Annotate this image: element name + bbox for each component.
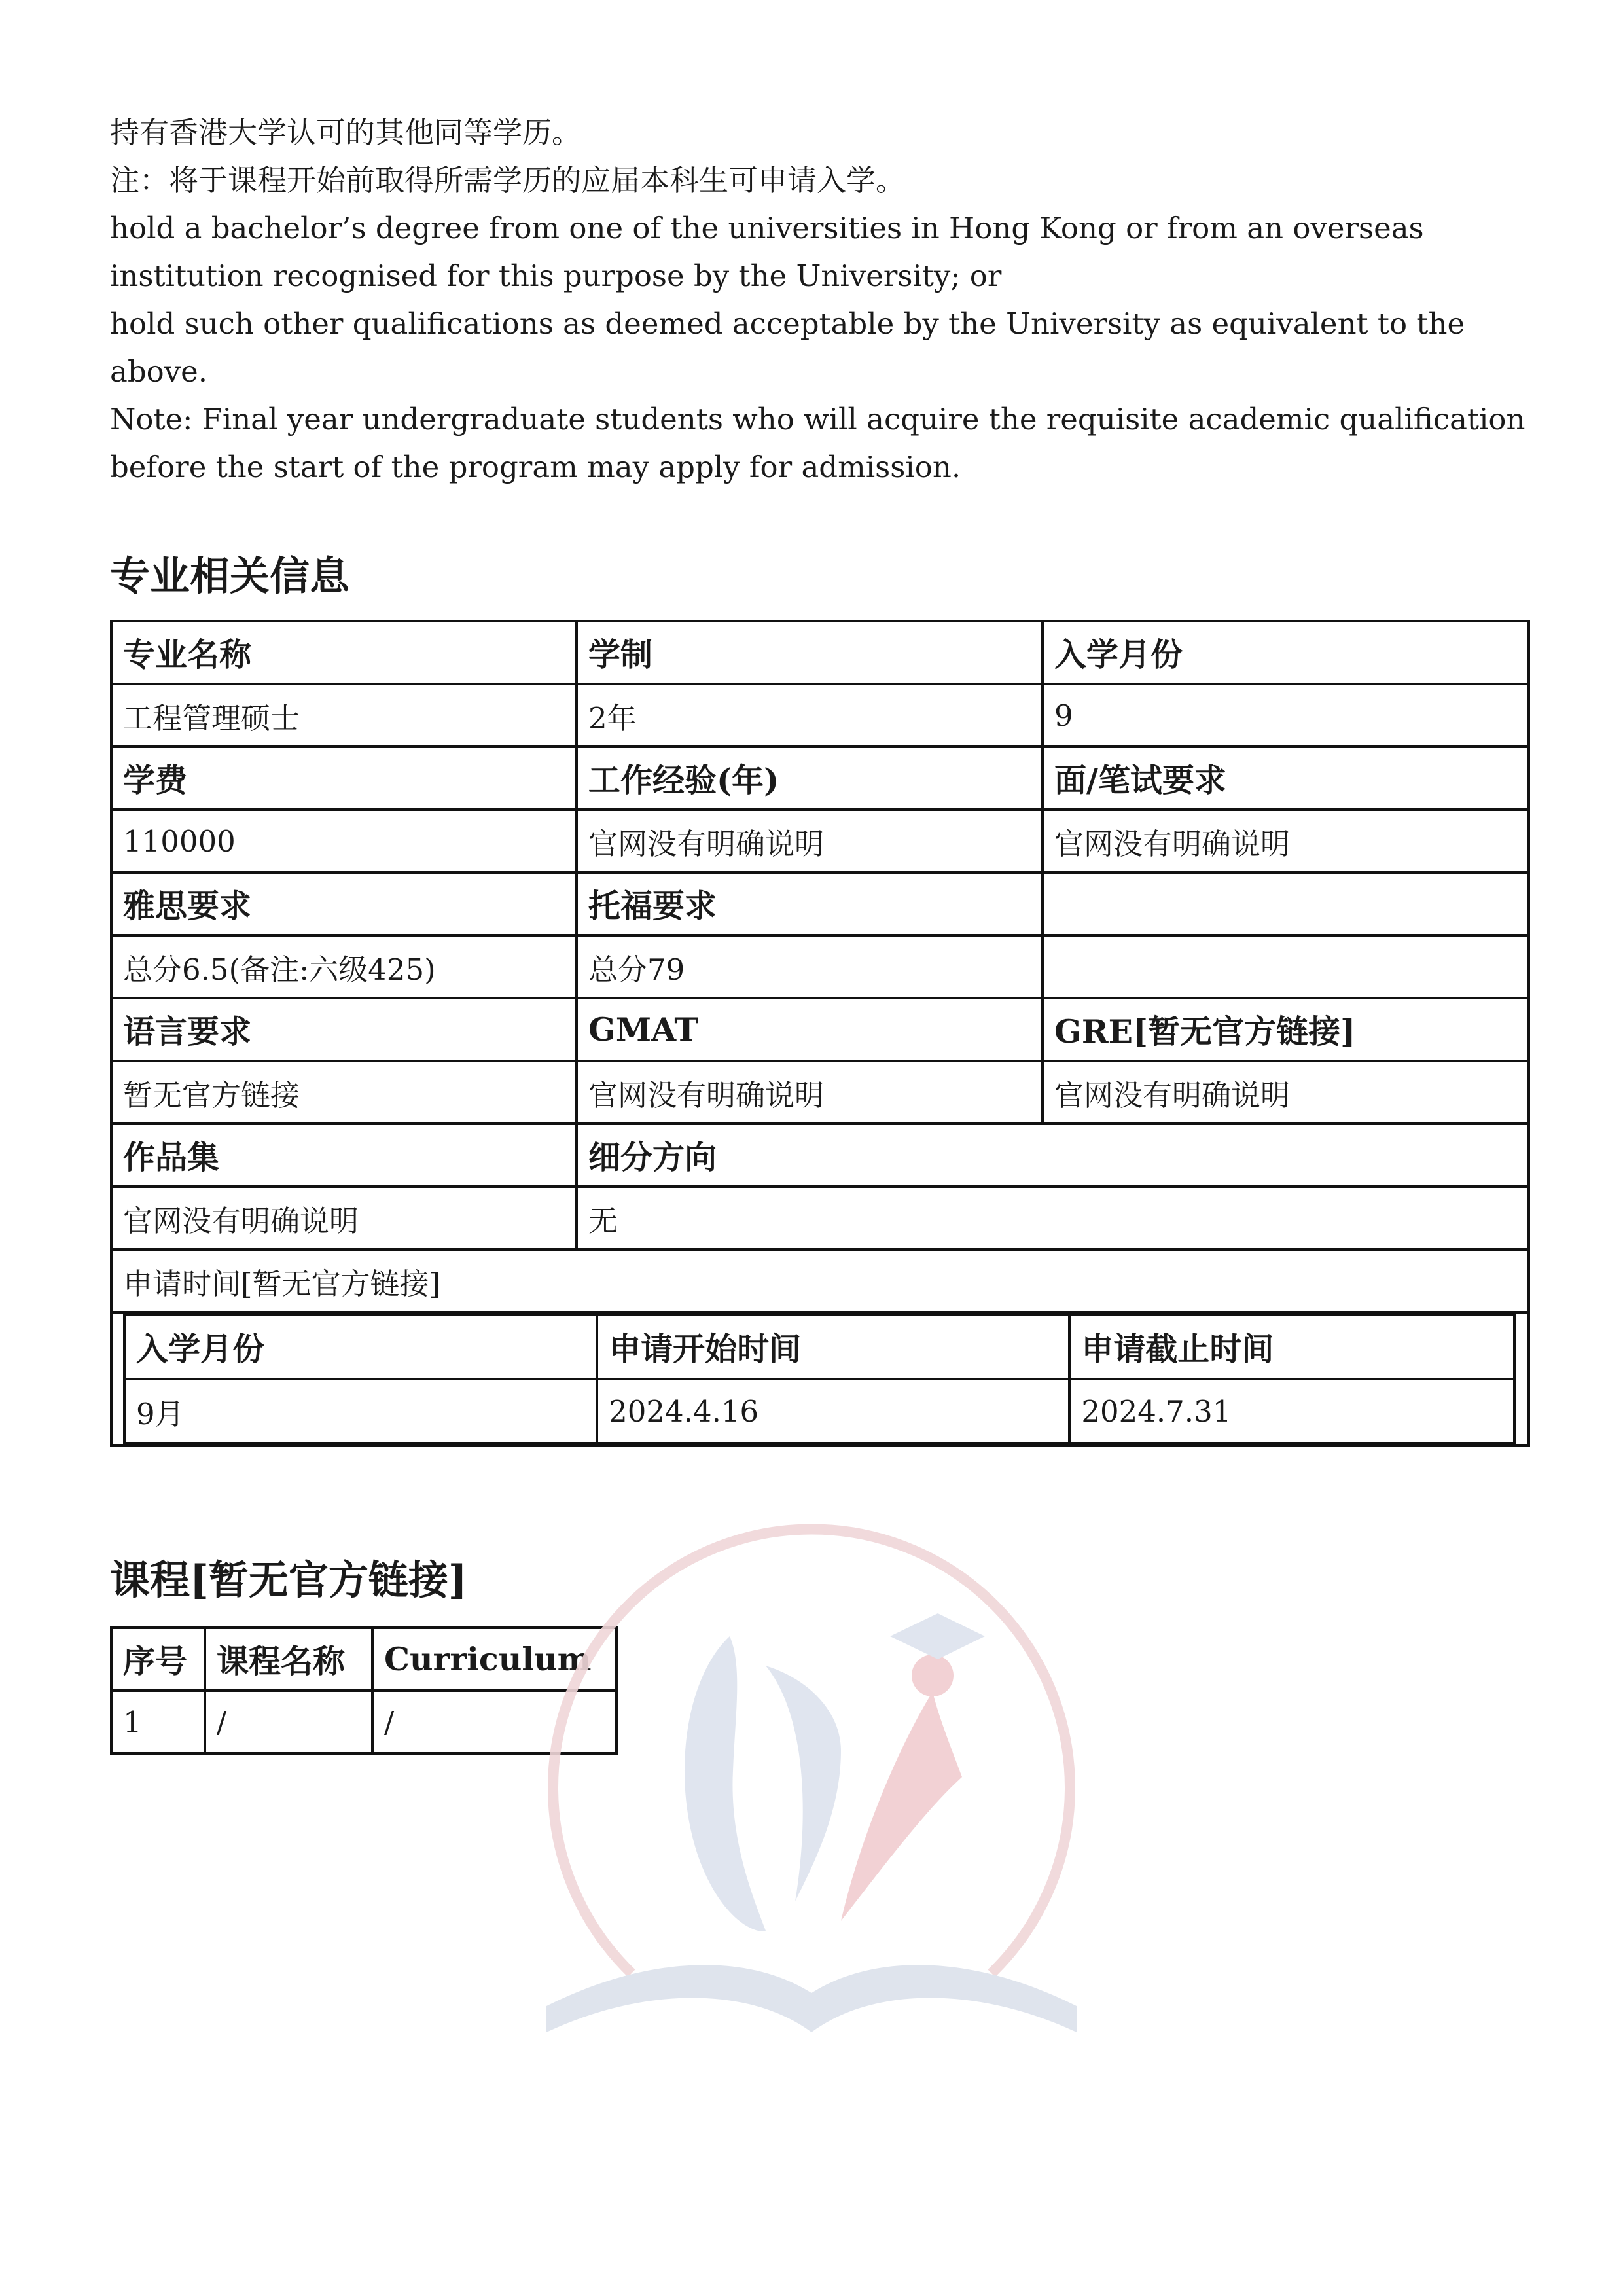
empty-cell xyxy=(1043,935,1529,998)
ielts-label: 雅思要求 xyxy=(111,872,577,935)
work-experience-value: 官网没有明确说明 xyxy=(577,810,1043,872)
curriculum-cell: / xyxy=(372,1691,616,1753)
application-deadline-cell: 2024.7.31 xyxy=(1069,1379,1514,1443)
table-row xyxy=(111,872,1529,935)
table-row xyxy=(124,1379,1514,1443)
index-cell: 1 xyxy=(111,1691,205,1753)
table-row xyxy=(111,1249,1529,1312)
requirement-line: 持有香港大学认可的其他同等学历。 xyxy=(110,115,582,150)
course-name-header: 课程名称 xyxy=(205,1628,372,1691)
program-info-table xyxy=(110,620,1530,1447)
portfolio-value: 官网没有明确说明 xyxy=(111,1187,577,1249)
interview-label: 面/笔试要求 xyxy=(1043,747,1529,810)
intake-month-value: 9 xyxy=(1043,684,1529,747)
application-time-label: 申请时间[暂无官方链接] xyxy=(111,1249,1529,1312)
specialization-value: 无 xyxy=(577,1187,1529,1249)
major-name-value: 工程管理硕士 xyxy=(111,684,577,747)
table-row xyxy=(111,747,1529,810)
table-row xyxy=(111,935,1529,998)
gre-label: GRE[暂无官方链接] xyxy=(1043,998,1529,1061)
tuition-value: 110000 xyxy=(111,810,577,872)
requirement-line: hold such other qualifications as deemed acceptable by the University as equivalent to the above. xyxy=(110,306,1474,389)
program-info-heading: 专业相关信息 xyxy=(110,553,350,600)
portfolio-label: 作品集 xyxy=(111,1124,577,1187)
requirement-line: hold a bachelor’s degree from one of the universities in Hong Kong or from an overseas institution recognised for this purpose by the University; or xyxy=(110,211,1433,293)
gmat-value: 官网没有明确说明 xyxy=(577,1061,1043,1124)
application-schedule-table xyxy=(123,1314,1516,1444)
application-deadline-header: 申请截止时间 xyxy=(1069,1315,1514,1379)
curriculum-header: Curriculum xyxy=(372,1628,616,1691)
intake-month-label: 入学月份 xyxy=(1043,621,1529,684)
curriculum-heading: 课程[暂无官方链接] xyxy=(110,1557,467,1604)
table-row xyxy=(111,684,1529,747)
intake-month-header: 入学月份 xyxy=(124,1315,597,1379)
course-name-cell: / xyxy=(205,1691,372,1753)
table-row xyxy=(111,810,1529,872)
table-row xyxy=(111,1187,1529,1249)
major-name-label: 专业名称 xyxy=(111,621,577,684)
application-start-cell: 2024.4.16 xyxy=(597,1379,1069,1443)
duration-label: 学制 xyxy=(577,621,1043,684)
language-label: 语言要求 xyxy=(111,998,577,1061)
application-schedule xyxy=(111,1312,1529,1446)
interview-value: 官网没有明确说明 xyxy=(1043,810,1529,872)
index-header: 序号 xyxy=(111,1628,205,1691)
work-experience-label: 工作经验(年) xyxy=(577,747,1043,810)
table-row xyxy=(111,621,1529,684)
ielts-value: 总分6.5(备注:六级425) xyxy=(111,935,577,998)
curriculum-table xyxy=(110,1626,618,1755)
empty-cell xyxy=(1043,872,1529,935)
duration-value: 2年 xyxy=(577,684,1043,747)
application-start-header: 申请开始时间 xyxy=(597,1315,1069,1379)
toefl-label: 托福要求 xyxy=(577,872,1043,935)
requirement-line: Note: Final year undergraduate students who will acquire the requisite academic qualification before the start of the program may apply for admission. xyxy=(110,402,1535,484)
table-row xyxy=(124,1315,1514,1379)
table-row xyxy=(111,1691,616,1753)
table-row xyxy=(111,1124,1529,1187)
requirement-line: 注：将于课程开始前取得所需学历的应届本科生可申请入学。 xyxy=(110,163,906,198)
intake-month-cell: 9月 xyxy=(124,1379,597,1443)
table-row xyxy=(111,1061,1529,1124)
table-row xyxy=(111,1312,1529,1446)
table-row xyxy=(111,998,1529,1061)
table-row xyxy=(111,1628,616,1691)
gre-value: 官网没有明确说明 xyxy=(1043,1061,1529,1124)
language-value: 暂无官方链接 xyxy=(111,1061,577,1124)
toefl-value: 总分79 xyxy=(577,935,1043,998)
tuition-label: 学费 xyxy=(111,747,577,810)
watermark-logo xyxy=(533,1469,1090,2058)
gmat-label: GMAT xyxy=(577,998,1043,1061)
admission-requirements-text xyxy=(110,109,1535,491)
specialization-label: 细分方向 xyxy=(577,1124,1529,1187)
